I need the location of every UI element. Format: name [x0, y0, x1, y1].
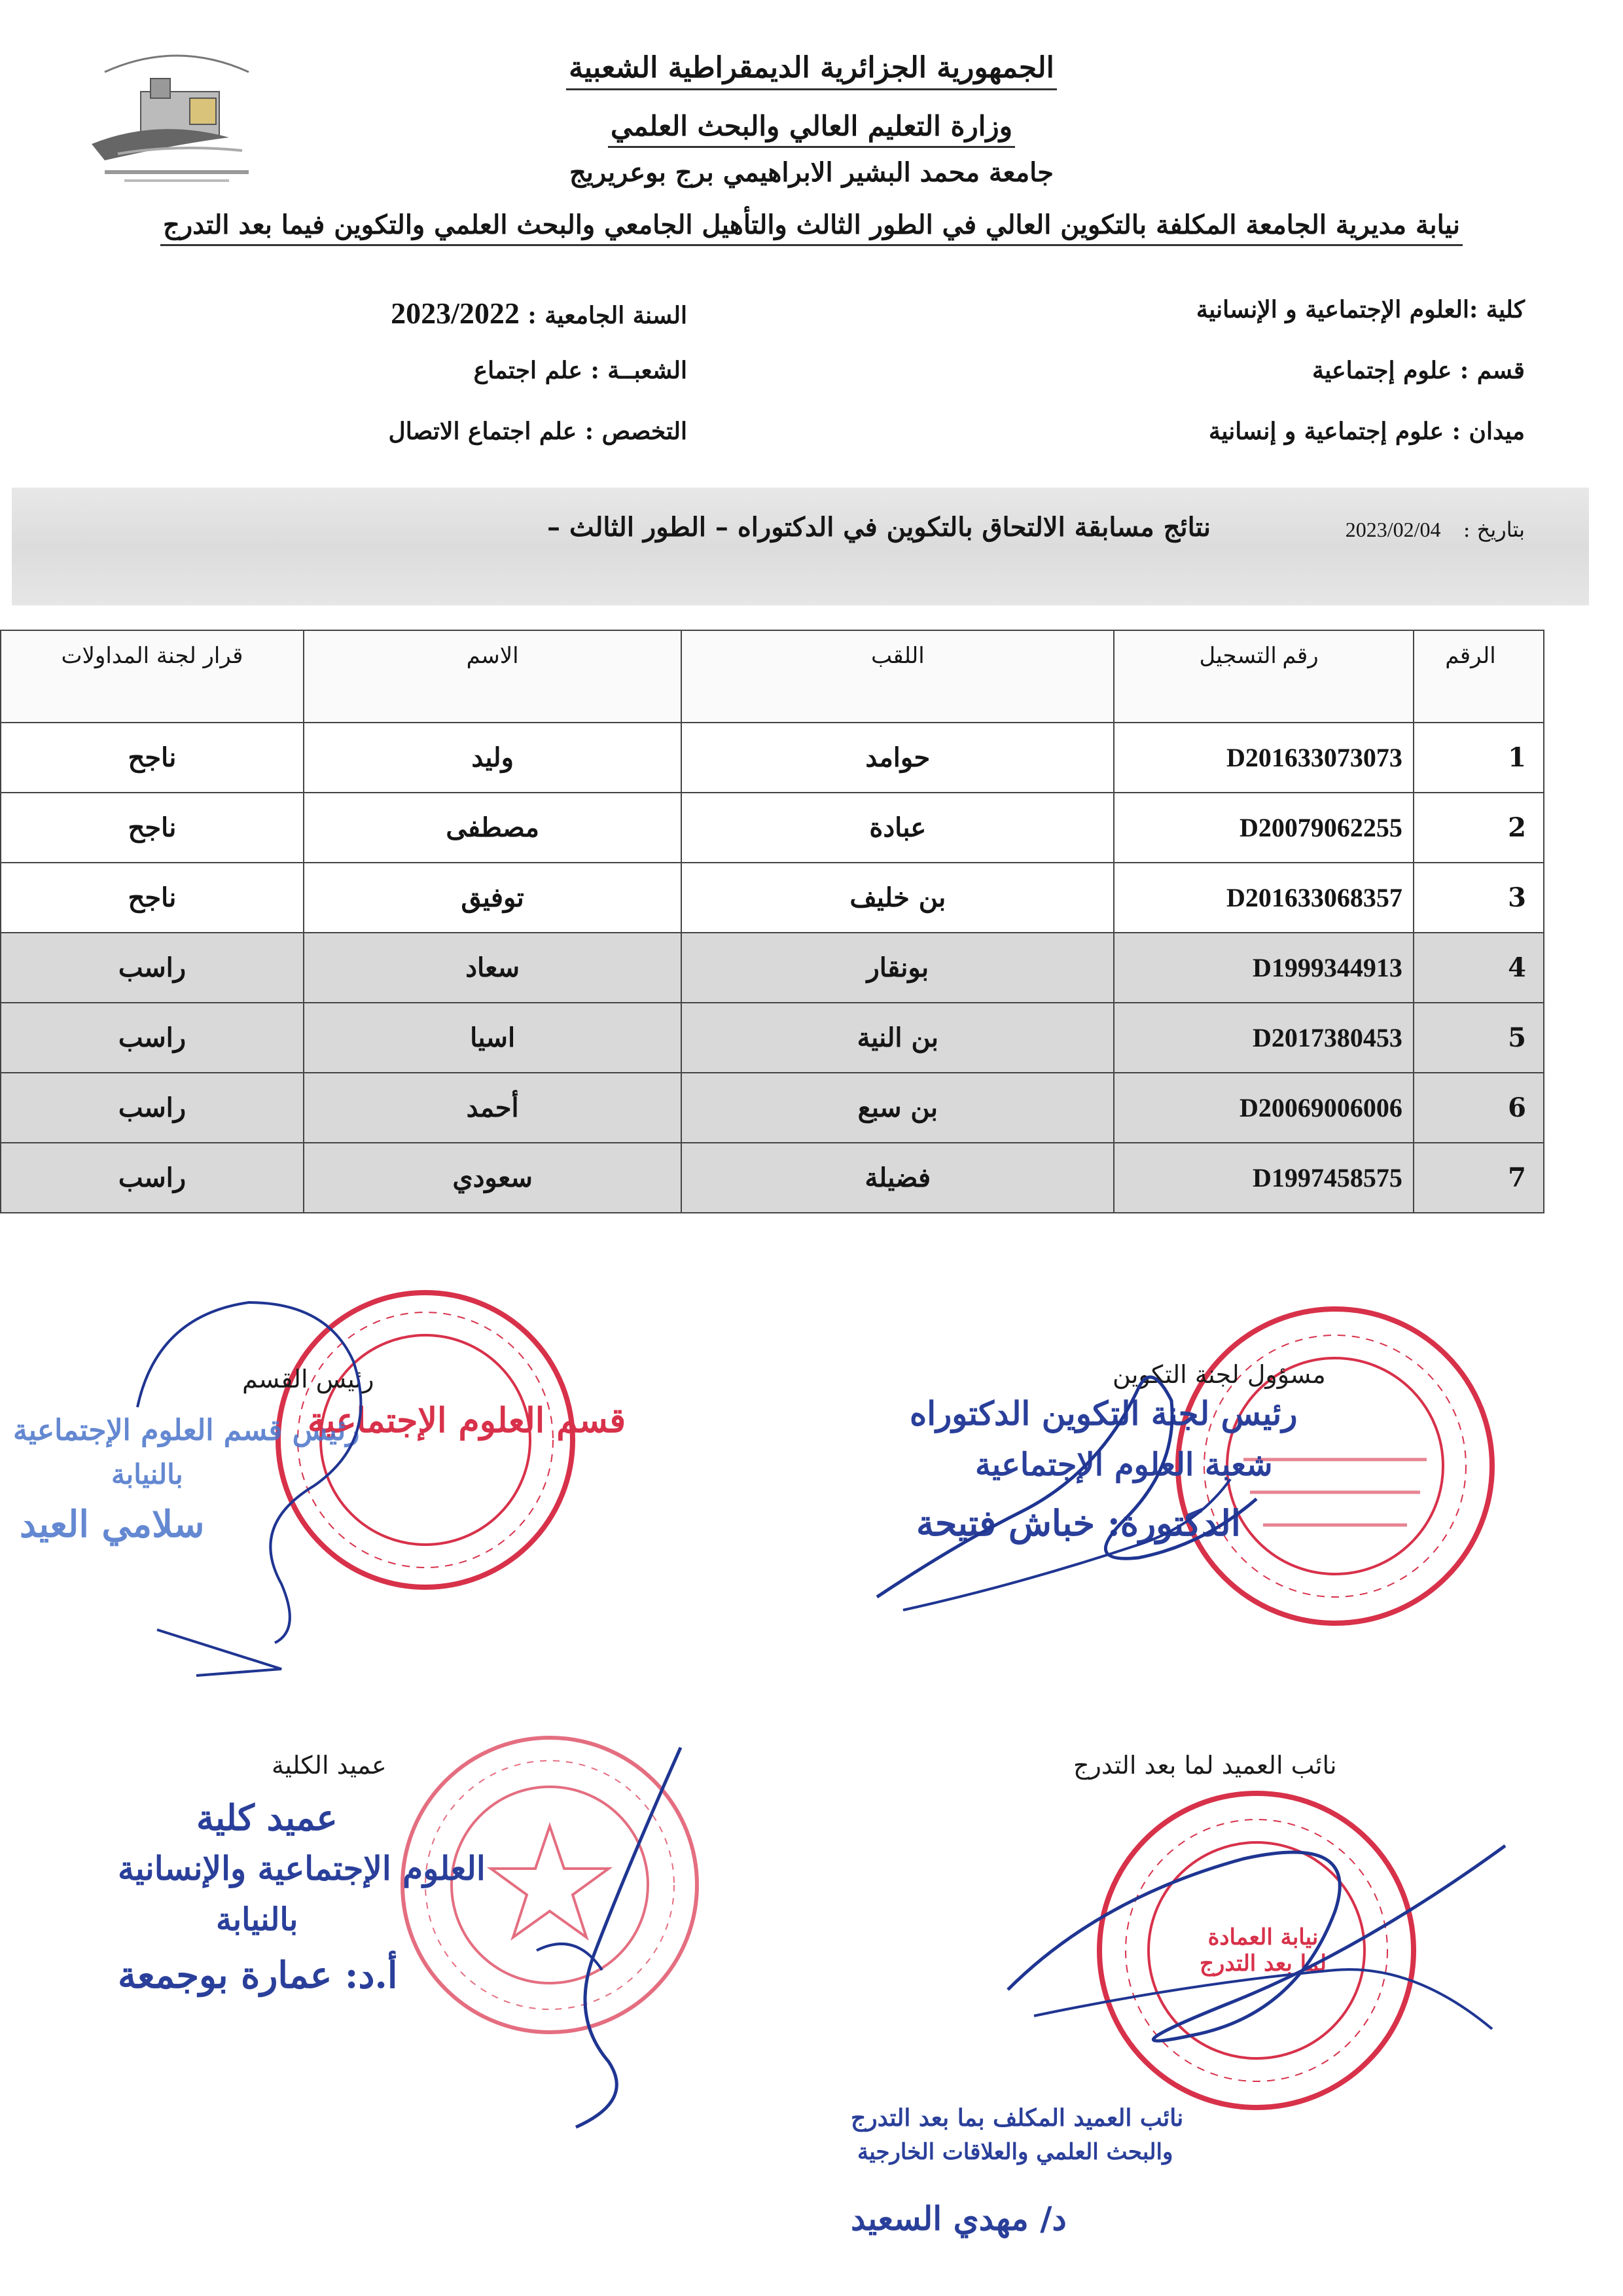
cell-last-name: عبادة: [681, 793, 1114, 863]
results-title-band: [12, 488, 1589, 605]
department-round-stamp-text: قسم العلوم الإجتماعية: [308, 1401, 626, 1441]
cell-registration: D201633068357: [1114, 863, 1414, 933]
cell-decision: ناجح: [1, 723, 304, 793]
header-republic: الجمهورية الجزائرية الديمقراطية الشعبية: [0, 51, 1623, 84]
results-table: [0, 630, 1544, 1213]
header-first-name: الاسم: [304, 630, 682, 723]
cell-decision: راسب: [1, 1143, 304, 1213]
date-value: 2023/02/04: [1345, 518, 1441, 541]
cell-number: 5: [1414, 1003, 1544, 1073]
cell-number: 3: [1414, 863, 1544, 933]
cell-registration: D20069006006: [1114, 1073, 1414, 1143]
date-field: [1346, 517, 1525, 542]
department-field: قسم : علوم إجتماعية: [1311, 357, 1525, 384]
cell-last-name: فضيلة: [681, 1143, 1114, 1213]
dean-stamp-line-1: عميد كلية: [196, 1797, 338, 1839]
cell-registration: D20079062255: [1114, 793, 1414, 863]
vice-dean-stamp-line-2: والبحث العلمي والعلاقات الخارجية: [857, 2139, 1173, 2165]
department-signature-icon: [118, 1276, 419, 1682]
faculty-field: كلية :العلوم الإجتماعية و الإنسانية: [1196, 296, 1525, 323]
department-stamp-line-3: سلامي العيد: [20, 1503, 205, 1546]
dean-stamp-line-3: بالنيابة: [216, 1901, 298, 1938]
vice-dean-title: نائب العميد لما بعد التدرج: [1073, 1751, 1337, 1780]
table-row: [1, 1143, 1544, 1213]
cell-number: 1: [1414, 723, 1544, 793]
table-row: [1, 723, 1544, 793]
academic-year-label: السنة الجامعية :: [527, 302, 687, 329]
table-header-row: [1, 630, 1544, 723]
table-row: [1, 863, 1544, 933]
header-last-name: اللقب: [681, 630, 1114, 723]
academic-year-field: [391, 296, 687, 331]
table-row: [1, 1073, 1544, 1143]
cell-first-name: اسيا: [304, 1003, 682, 1073]
branch-field: الشعبــة : علم اجتماع: [473, 357, 687, 384]
cell-last-name: بن النية: [681, 1003, 1114, 1073]
department-stamp-line-2: بالنيابة: [111, 1458, 183, 1490]
cell-decision: راسب: [1, 933, 304, 1003]
header-ministry: وزارة التعليم العالي والبحث العلمي: [0, 110, 1623, 142]
cell-last-name: بن سبع: [681, 1073, 1114, 1143]
dean-signature-icon: [497, 1734, 707, 2140]
cell-registration: D201633073073: [1114, 723, 1414, 793]
table-row: [1, 793, 1544, 863]
domain-field: ميدان : علوم إجتماعية و إنسانية: [1209, 418, 1525, 445]
vice-dean-round-stamp-text: نيابة العمادة لما بعد التدرج: [1199, 1924, 1327, 1977]
cell-registration: D1999344913: [1114, 933, 1414, 1003]
department-stamp-line-1: رئيس قسم العلوم الإجتماعية: [13, 1414, 360, 1447]
cell-decision: راسب: [1, 1003, 304, 1073]
header-university: جامعة محمد البشير الابراهيمي برج بوعريريج: [569, 157, 1054, 188]
vice-dean-stamp-line-1: نائب العميد المكلف بما بعد التدرج: [851, 2104, 1184, 2132]
header-vice-rectorate: نيابة مديرية الجامعة المكلفة بالتكوين العالي في الطور الثالث والتأهيل الجامعي والبحث العلمي والتكوين فيما بعد التدرج: [0, 209, 1623, 240]
cell-first-name: سعودي: [304, 1143, 682, 1213]
table-row: [1, 1003, 1544, 1073]
header-number: الرقم: [1414, 630, 1544, 723]
cell-last-name: بن خليف: [681, 863, 1114, 933]
cell-decision: راسب: [1, 1073, 304, 1143]
dean-stamp-line-4: أ.د: عمارة بوجمعة: [118, 1954, 398, 1997]
cell-registration: D2017380453: [1114, 1003, 1414, 1073]
committee-stamp-line-1: رئيس لجنة التكوين الدكتوراه: [910, 1394, 1298, 1433]
dean-stamp-line-2: العلوم الإجتماعية والإنسانية: [118, 1849, 486, 1888]
cell-number: 2: [1414, 793, 1544, 863]
cell-number: 7: [1414, 1143, 1544, 1213]
header-decision: قرار لجنة المداولات: [1, 630, 304, 723]
department-head-title: رئيس القسم: [242, 1365, 374, 1393]
academic-year-value: 2023/2022: [391, 296, 520, 330]
cell-first-name: أحمد: [304, 1073, 682, 1143]
cell-decision: ناجح: [1, 793, 304, 863]
header-registration: رقم التسجيل: [1114, 630, 1414, 723]
cell-last-name: حوامد: [681, 723, 1114, 793]
cell-last-name: بونقار: [681, 933, 1114, 1003]
results-title: نتائج مسابقة الالتحاق بالتكوين في الدكتوراه – الطور الثالث –: [547, 512, 1211, 543]
vice-dean-signature-icon: [995, 1820, 1531, 2094]
cell-first-name: وليد: [304, 723, 682, 793]
vice-dean-stamp-line-3: د/ مهدي السعيد: [851, 2199, 1067, 2238]
committee-stamp-line-3: الدكتورة: خباش فتيحة: [916, 1502, 1241, 1544]
cell-decision: ناجح: [1, 863, 304, 933]
cell-registration: D1997458575: [1114, 1143, 1414, 1213]
specialty-field: التخصص : علم اجتماع الاتصال: [388, 418, 687, 445]
cell-first-name: توفيق: [304, 863, 682, 933]
committee-signature-icon: [864, 1348, 1270, 1623]
date-label: بتاريخ :: [1463, 517, 1525, 542]
cell-number: 6: [1414, 1073, 1544, 1143]
committee-head-title: مسؤول لجنة التكوين: [1113, 1360, 1326, 1389]
cell-first-name: سعاد: [304, 933, 682, 1003]
committee-stamp-line-2: شعبة العلوم الإجتماعية: [975, 1446, 1273, 1483]
cell-number: 4: [1414, 933, 1544, 1003]
table-row: [1, 933, 1544, 1003]
cell-first-name: مصطفى: [304, 793, 682, 863]
dean-title: عميد الكلية: [272, 1751, 387, 1780]
